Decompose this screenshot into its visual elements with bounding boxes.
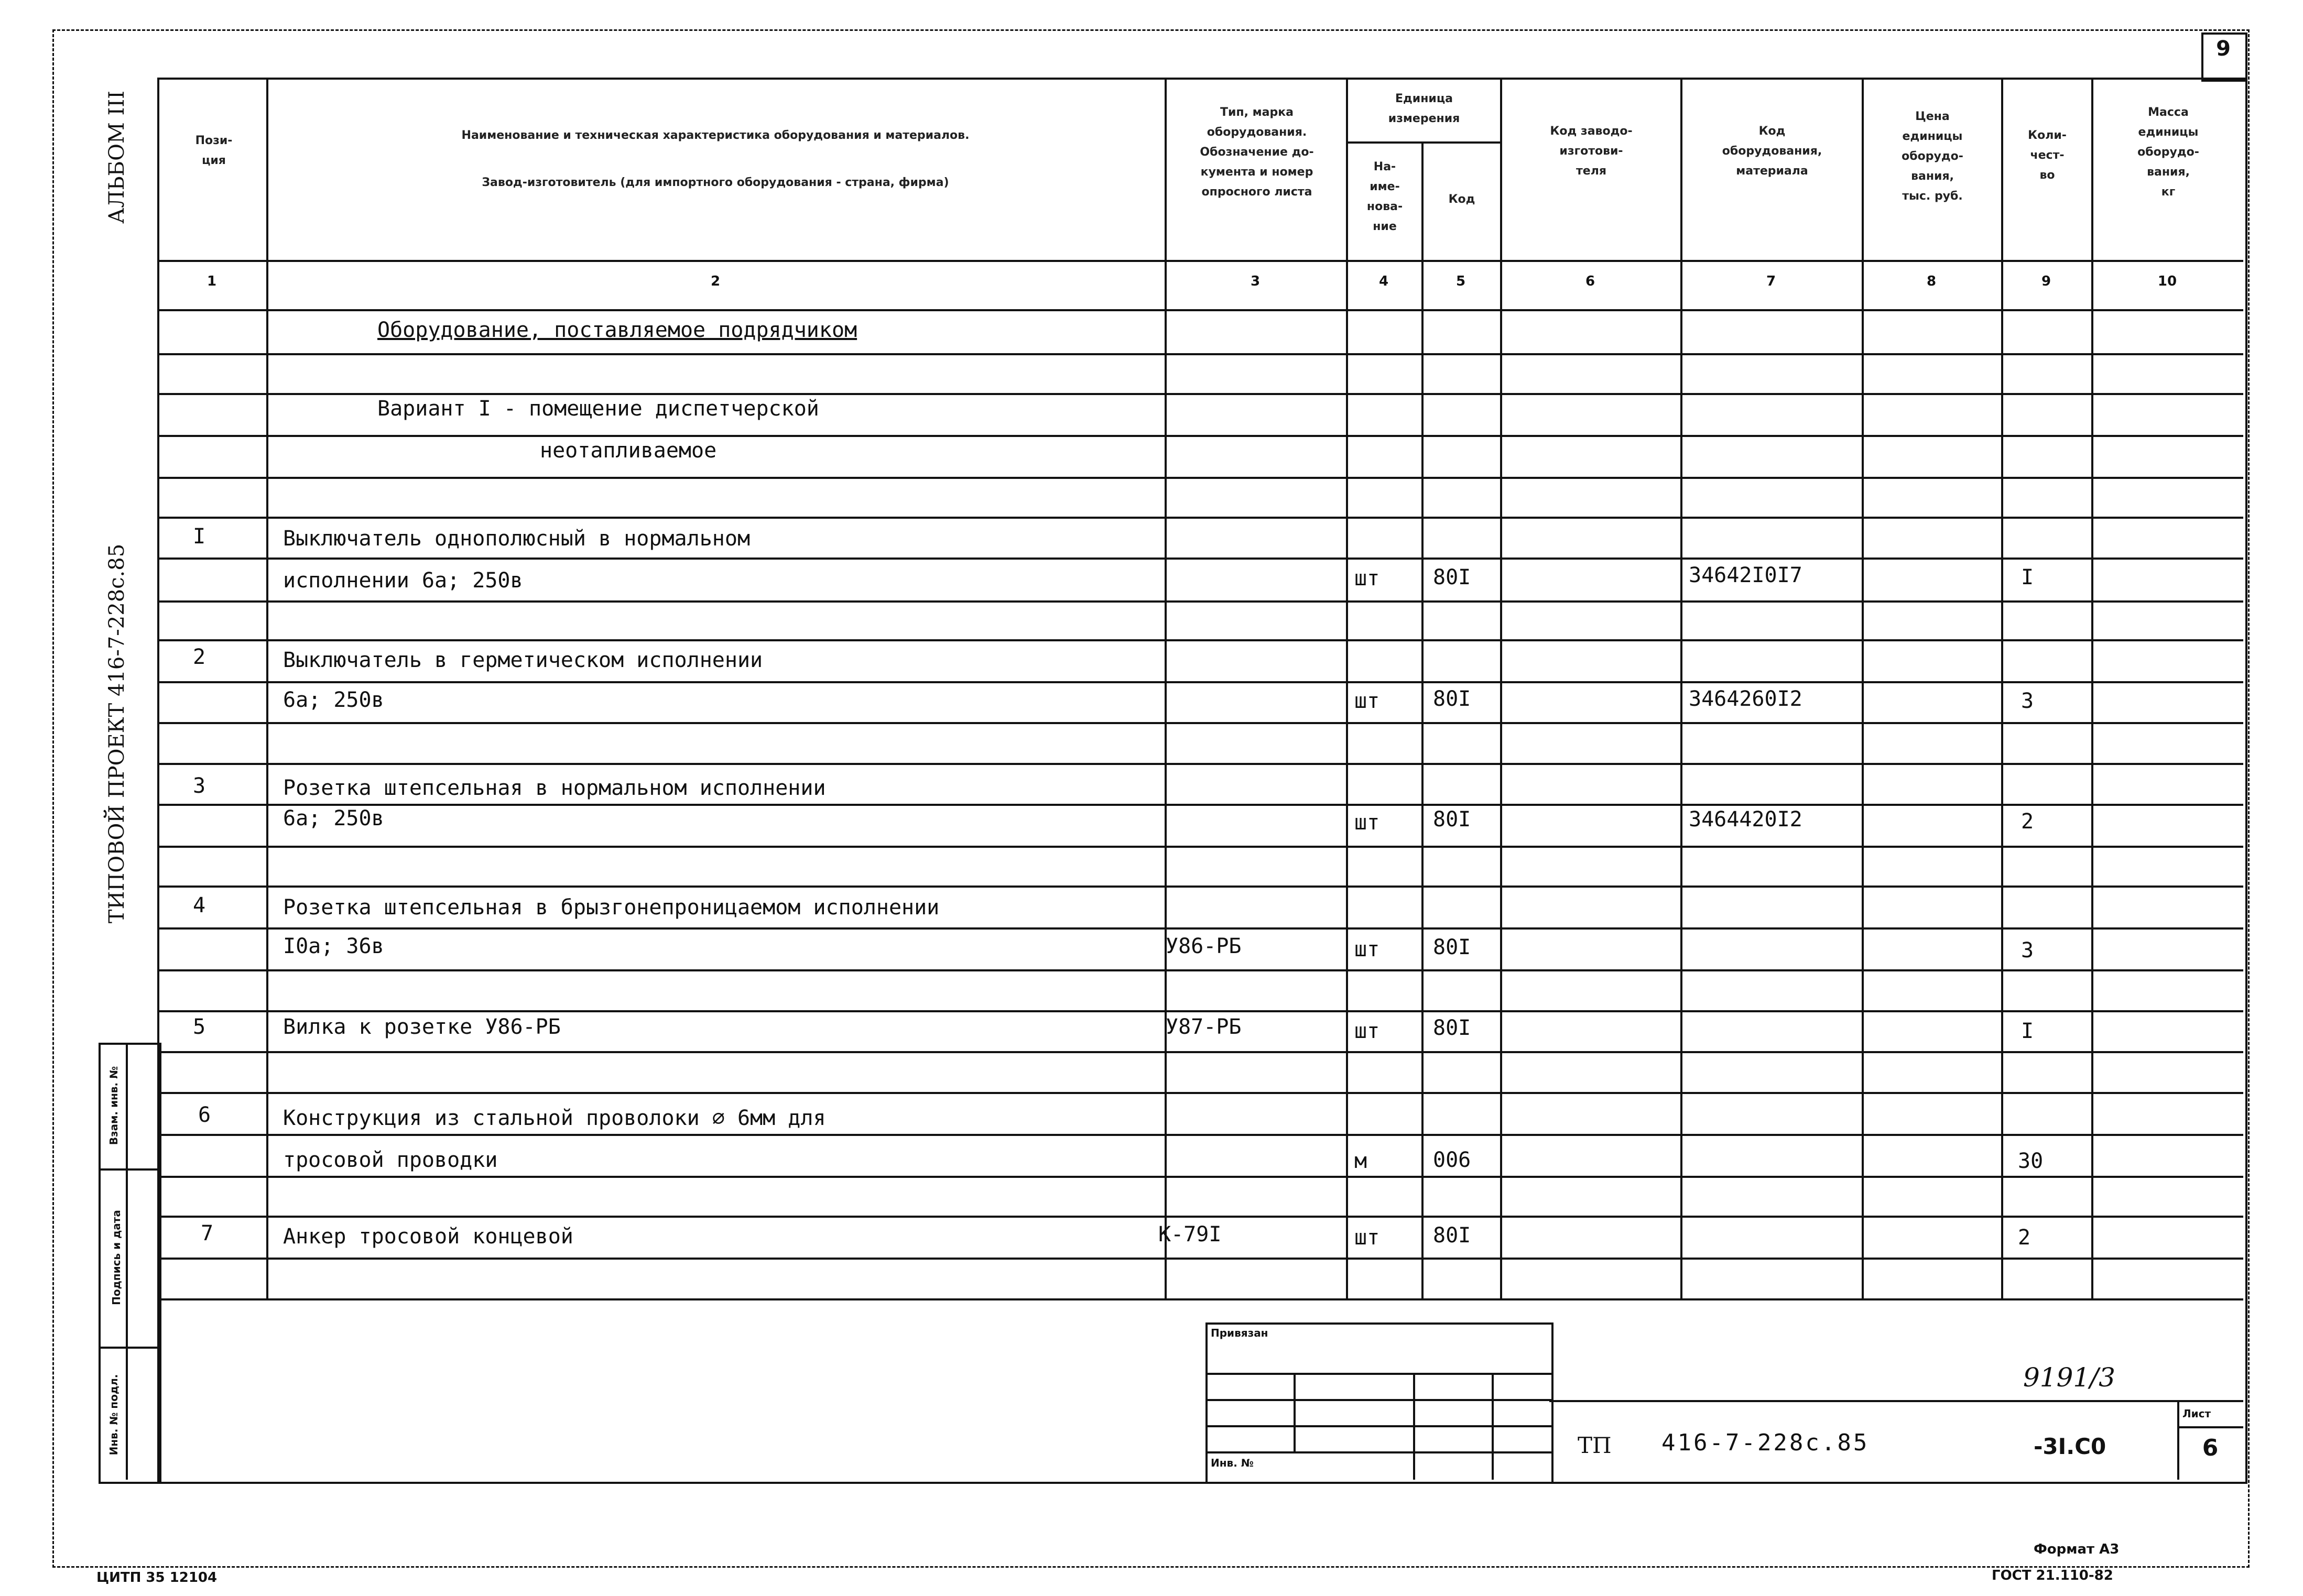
variant-line-1: Вариант I - помещение диспетчерской — [377, 397, 819, 421]
row-5-quantity: I — [2021, 1019, 2034, 1043]
variant-line-2: неотапливаемое — [540, 439, 717, 463]
privyazan-label: Привязан — [1211, 1327, 1268, 1339]
row-4-name-line2: I0а; 36в — [283, 934, 384, 958]
row-5-unit-code: 80I — [1433, 1016, 1471, 1040]
row-2-name-line2: 6а; 250в — [283, 688, 384, 712]
sheet-label: Лист — [2182, 1407, 2211, 1420]
col-number-8: 8 — [1926, 274, 1937, 289]
privyazan-col-3 — [1492, 1373, 1494, 1480]
row-1-name-line1: Выключатель однополюсный в нормальном — [283, 527, 751, 551]
row-3-name-line2: 6а; 250в — [283, 806, 384, 830]
col-number-5: 5 — [1455, 274, 1466, 289]
row-7-unit: шт — [1354, 1226, 1380, 1250]
row-2-equipment-code: 3464260I2 — [1689, 687, 1802, 711]
row-5-position: 5 — [192, 1015, 206, 1039]
row-3-quantity: 2 — [2021, 810, 2034, 834]
col-number-6: 6 — [1585, 274, 1595, 289]
row-2-quantity: 3 — [2021, 689, 2034, 713]
header-quantity: Коли- чест- во — [2028, 129, 2067, 182]
sheet-label-line — [2177, 1426, 2243, 1428]
row-1-unit: шт — [1354, 566, 1380, 591]
row-3-unit-code: 80I — [1433, 807, 1471, 832]
row-1-unit-code: 80I — [1433, 565, 1471, 589]
col-number-10: 10 — [2157, 274, 2177, 289]
header-unit: Единица измерения — [1388, 92, 1460, 125]
row-line — [157, 477, 2243, 479]
col-number-4: 4 — [1378, 274, 1389, 289]
privyazan-col-1 — [1294, 1373, 1296, 1451]
header-price: Цена единицы оборудо- вания, тыс. руб. — [1902, 110, 1963, 203]
row-2-position: 2 — [192, 645, 206, 669]
handwritten-number: 9191/3 — [2023, 1362, 2115, 1393]
unit-header-split — [1346, 141, 1500, 144]
document-suffix: -3I.C0 — [2034, 1434, 2106, 1459]
side-stamp-inv-orig: Инв. № подл. — [107, 1374, 120, 1456]
row-line — [157, 681, 2243, 683]
print-code: ЦИТП 35 12104 — [96, 1570, 218, 1586]
privyazan-line-2 — [1205, 1399, 1551, 1401]
header-unit-name: На- име- нова- ние — [1366, 160, 1403, 233]
header-unit-code: Код — [1448, 193, 1475, 206]
row-3-unit: шт — [1354, 811, 1380, 835]
row-2-name-line1: Выключатель в герметическом исполнении — [283, 648, 763, 672]
gost-label: ГОСТ 21.110-82 — [1992, 1568, 2113, 1583]
row-1-name-line2: исполнении 6а; 250в — [283, 569, 523, 593]
table-bottom — [157, 1298, 2243, 1300]
row-line — [157, 927, 2243, 930]
row-line — [157, 639, 2243, 641]
row-7-unit-code: 80I — [1433, 1223, 1471, 1248]
row-6-unit-code: 006 — [1433, 1148, 1471, 1172]
row-3-position: 3 — [192, 774, 206, 798]
header-bottom — [157, 260, 2243, 262]
side-album-label: АЛЬБОМ III — [105, 91, 129, 224]
designation-top — [1549, 1400, 2243, 1402]
row-6-position: 6 — [198, 1103, 211, 1127]
row-4-position: 4 — [192, 893, 206, 917]
row-line — [157, 1216, 2243, 1218]
row-2-unit-code: 80I — [1433, 687, 1471, 711]
row-3-equipment-code: 3464420I2 — [1689, 807, 1802, 832]
row-line — [157, 1051, 2243, 1053]
row-7-type: К-79I — [1158, 1222, 1222, 1247]
row-line — [157, 557, 2243, 560]
col-number-9: 9 — [2041, 274, 2051, 289]
header-name-line2: Завод-изготовитель (для импортного оборудования - страна, фирма) — [482, 176, 949, 189]
privyazan-line-1 — [1205, 1373, 1551, 1375]
privyazan-block — [1205, 1322, 1554, 1484]
header-mass: Масса единицы оборудо- вания, кг — [2137, 106, 2199, 199]
row-6-name-line1: Конструкция из стальной проволоки ∅ 6мм для — [283, 1106, 826, 1130]
col-line-4 — [1421, 141, 1424, 1298]
row-7-name-line1: Анкер тросовой концевой — [283, 1225, 573, 1249]
header-name-line1: Наименование и техническая характеристика оборудования и материалов. — [461, 129, 970, 142]
side-stamp-replaced-inv: Взам. инв. № — [107, 1066, 120, 1145]
privyazan-col-2 — [1413, 1373, 1415, 1480]
row-line — [157, 353, 2243, 355]
row-line — [157, 393, 2243, 395]
col-number-3: 3 — [1250, 274, 1261, 289]
row-line — [157, 1092, 2243, 1094]
header-maker-code: Код заводо- изготови- теля — [1550, 125, 1633, 178]
row-1-quantity: I — [2021, 565, 2034, 589]
row-line — [157, 846, 2243, 848]
row-6-quantity: 30 — [2018, 1149, 2044, 1173]
row-line — [157, 517, 2243, 519]
project-designation: 416-7-228с.85 — [1661, 1429, 1870, 1456]
row-7-quantity: 2 — [2018, 1226, 2031, 1250]
section-title: Оборудование, поставляемое подрядчиком — [377, 318, 857, 342]
row-3-name-line1: Розетка штепсельная в нормальном исполнении — [283, 776, 826, 800]
privyazan-line-4 — [1205, 1451, 1551, 1453]
sheet-corner-number: 9 — [2216, 37, 2231, 61]
row-4-name-line1: Розетка штепсельная в брызгонепроницаемом исполнении — [283, 895, 940, 920]
row-line — [157, 763, 2243, 765]
sheet-number: 6 — [2202, 1435, 2219, 1461]
row-line — [157, 600, 2243, 603]
row-4-unit-code: 80I — [1433, 935, 1471, 959]
row-5-name-line1: Вилка к розетке У86-РБ — [283, 1015, 561, 1039]
row-4-type: У86-РБ — [1166, 934, 1242, 958]
tp-label: ТП — [1578, 1433, 1612, 1458]
format-label: Формат А3 — [2034, 1542, 2120, 1557]
col-number-7: 7 — [1766, 274, 1776, 289]
row-6-unit: м — [1354, 1149, 1367, 1173]
row-line — [157, 969, 2243, 971]
row-line — [157, 886, 2243, 888]
row-line — [157, 1010, 2243, 1012]
row-4-unit: шт — [1354, 937, 1380, 961]
inventory-label: Инв. № — [1211, 1457, 1254, 1469]
side-project-label: ТИПОВОЙ ПРОЕКТ 416-7-228с.85 — [105, 543, 129, 924]
row-5-unit: шт — [1354, 1019, 1380, 1043]
row-line — [157, 1134, 2243, 1136]
header-position: Пози- ция — [195, 134, 233, 167]
row-4-quantity: 3 — [2021, 938, 2034, 963]
row-line — [157, 1258, 2243, 1260]
row-1-position: I — [192, 524, 206, 549]
side-stamp-signature: Подпись и дата — [110, 1210, 123, 1305]
header-type: Тип, марка оборудования. Обозначение до- кумента и номер опросного листа — [1200, 106, 1314, 199]
row-7-position: 7 — [200, 1221, 214, 1245]
row-line — [157, 1176, 2243, 1178]
header-equipment-code: Код оборудования, материала — [1722, 125, 1822, 178]
side-stamp-line-2 — [99, 1347, 157, 1349]
row-line — [157, 435, 2243, 437]
row-line — [157, 804, 2243, 806]
row-1-equipment-code: 34642I0I7 — [1689, 563, 1802, 587]
privyazan-line-3 — [1205, 1425, 1551, 1427]
col-number-1: 1 — [207, 274, 217, 289]
row-line — [157, 722, 2243, 724]
col-number-2: 2 — [710, 274, 721, 289]
colnum-bottom — [157, 309, 2243, 311]
row-2-unit: шт — [1354, 689, 1380, 713]
row-6-name-line2: тросовой проводки — [283, 1148, 498, 1172]
row-5-type: У87-РБ — [1166, 1015, 1242, 1039]
